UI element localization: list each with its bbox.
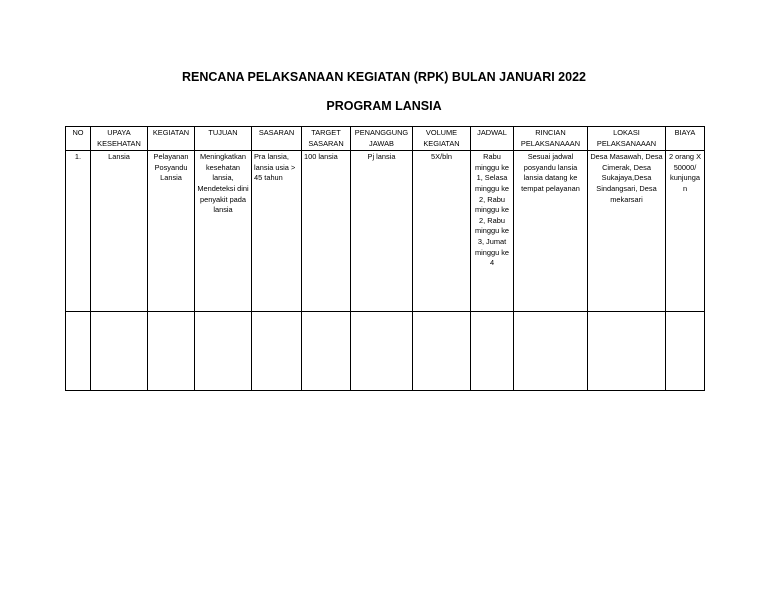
- cell-rincian-pelaksanaan: [514, 312, 588, 391]
- cell-sasaran: [252, 312, 302, 391]
- cell-lokasi-pelaksanaan: [588, 312, 666, 391]
- cell-upaya-kesehatan: Lansia: [91, 151, 148, 312]
- cell-no: 1.: [66, 151, 91, 312]
- cell-target-sasaran: [302, 312, 351, 391]
- cell-kegiatan: Pelayanan Posyandu Lansia: [148, 151, 195, 312]
- rpk-table: [65, 126, 705, 391]
- header-no: NO: [66, 127, 91, 151]
- cell-target-sasaran: 100 lansia: [302, 151, 351, 312]
- document-title: RENCANA PELAKSANAAN KEGIATAN (RPK) BULAN JANUARI 2022: [182, 70, 586, 84]
- header-biaya: BIAYA: [666, 127, 705, 151]
- cell-penanggung-jawab: Pj lansia: [351, 151, 413, 312]
- table-row: [66, 151, 705, 312]
- header-upaya-kesehatan: UPAYA KESEHATAN: [91, 127, 148, 151]
- header-volume-kegiatan: VOLUME KEGIATAN: [413, 127, 471, 151]
- table-header-row: [66, 127, 705, 151]
- cell-penanggung-jawab: [351, 312, 413, 391]
- cell-upaya-kesehatan: [91, 312, 148, 391]
- cell-biaya: 2 orang X 50000/ kunjungan: [666, 151, 705, 312]
- cell-jadwal: [471, 312, 514, 391]
- cell-jadwal: Rabu minggu ke 1, Selasa minggu ke 2, Rabu minggu ke 2, Rabu minggu ke 3, Jumat minggu ke 4: [471, 151, 514, 312]
- header-kegiatan: KEGIATAN: [148, 127, 195, 151]
- header-jadwal: JADWAL: [471, 127, 514, 151]
- header-target-sasaran: TARGET SASARAN: [302, 127, 351, 151]
- cell-lokasi-pelaksanaan: Desa Masawah, Desa Cimerak, Desa Sukajaya,Desa Sindangsari, Desa mekarsari: [588, 151, 666, 312]
- cell-biaya: [666, 312, 705, 391]
- document-subtitle: PROGRAM LANSIA: [326, 99, 442, 113]
- table-row: [66, 312, 705, 391]
- cell-tujuan: Meningkatkan kesehatan lansia, Mendeteksi dini penyakit pada lansia: [195, 151, 252, 312]
- cell-no: [66, 312, 91, 391]
- cell-kegiatan: [148, 312, 195, 391]
- header-tujuan: TUJUAN: [195, 127, 252, 151]
- header-lokasi-pelaksanaan: LOKASI PELAKSANAAAN: [588, 127, 666, 151]
- header-rincian-pelaksanaan: RINCIAN PELAKSANAAAN: [514, 127, 588, 151]
- cell-volume-kegiatan: [413, 312, 471, 391]
- cell-volume-kegiatan: 5X/bln: [413, 151, 471, 312]
- cell-sasaran: Pra lansia, lansia usia > 45 tahun: [252, 151, 302, 312]
- cell-tujuan: [195, 312, 252, 391]
- header-penanggung-jawab: PENANGGUNG JAWAB: [351, 127, 413, 151]
- cell-rincian-pelaksanaan: Sesuai jadwal posyandu lansia lansia datang ke tempat pelayanan: [514, 151, 588, 312]
- header-sasaran: SASARAN: [252, 127, 302, 151]
